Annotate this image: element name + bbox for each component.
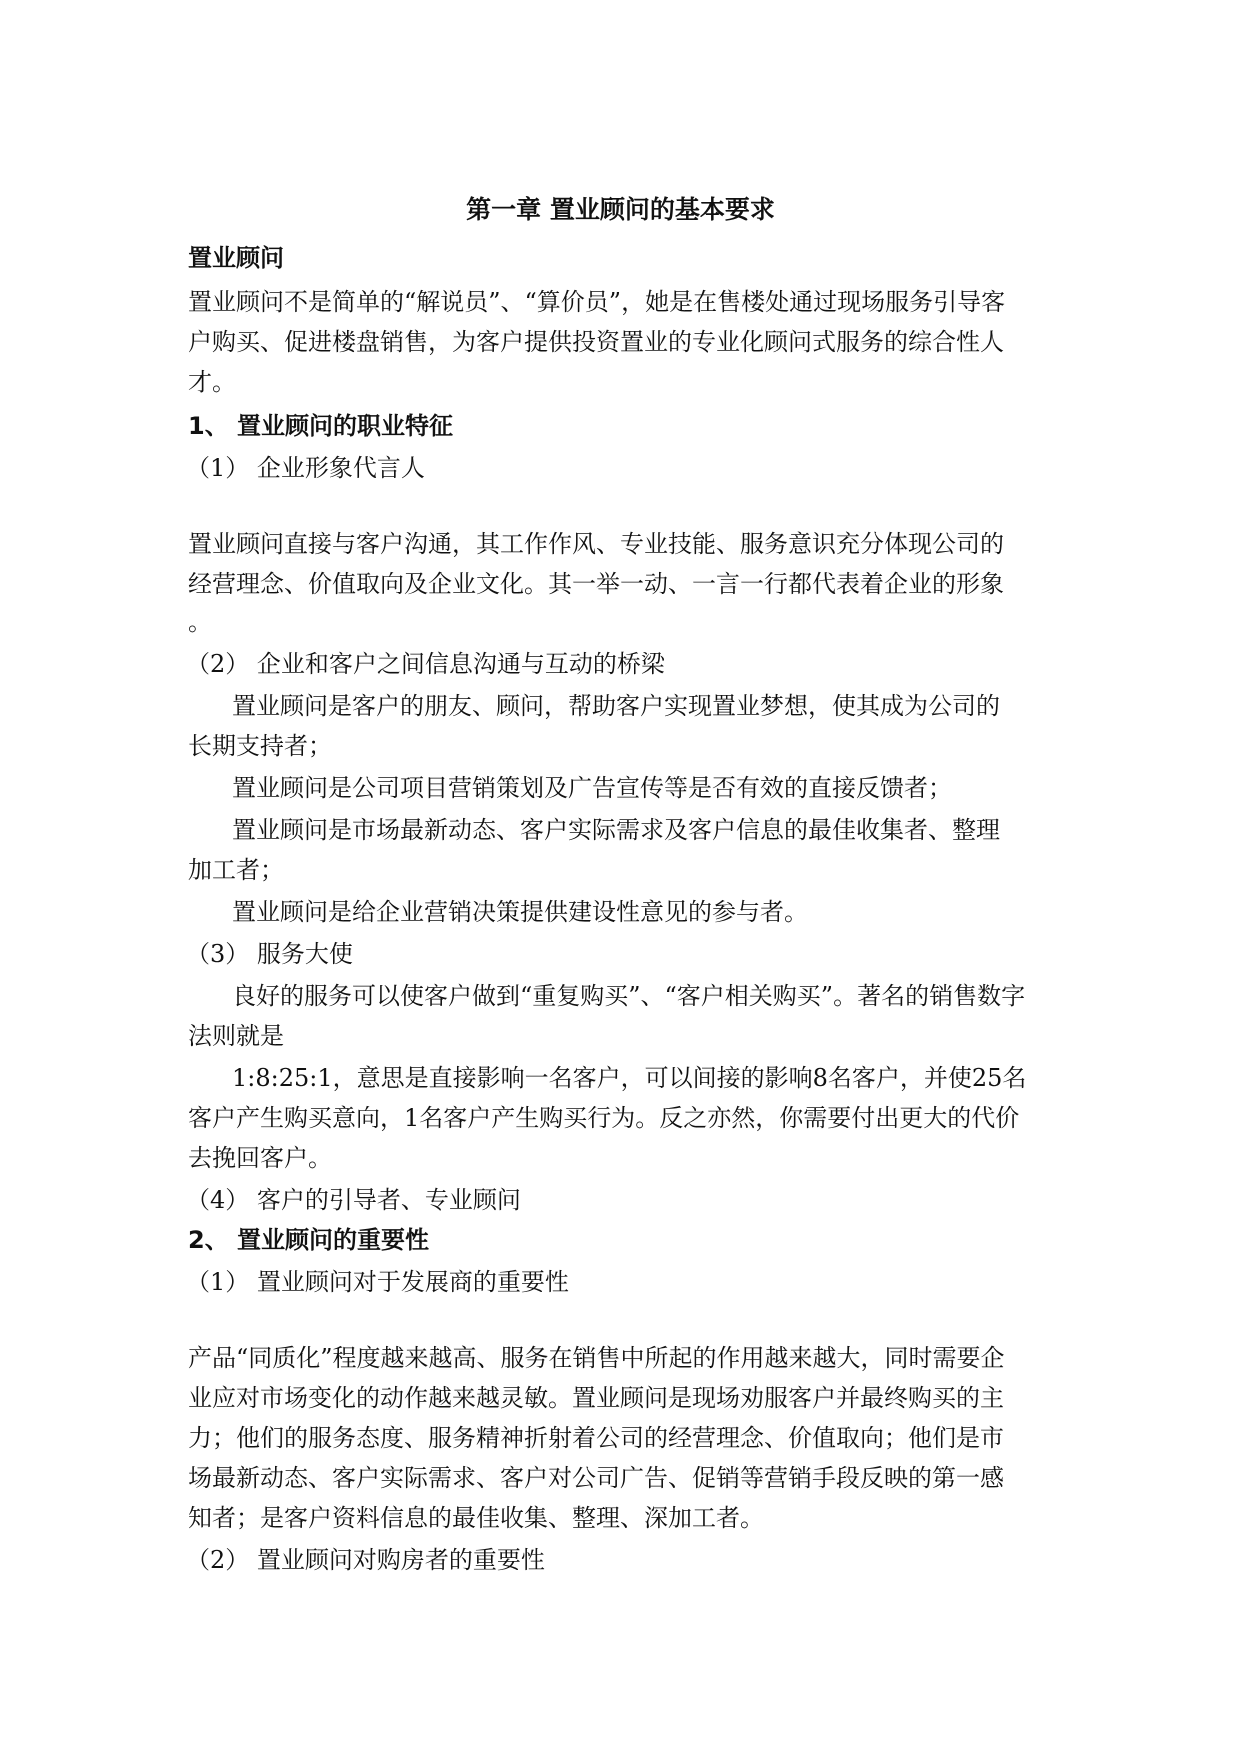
paragraph-line: 。	[188, 608, 212, 636]
section-heading: 置业顾问	[188, 244, 284, 272]
subsection-heading: （1） 置业顾问对于发展商的重要性	[186, 1268, 569, 1296]
paragraph-line: 场最新动态、客户实际需求、客户对公司广告、促销等营销手段反映的第一感	[188, 1464, 1004, 1492]
paragraph-line: 置业顾问是公司项目营销策划及广告宣传等是否有效的直接反馈者；	[232, 774, 952, 802]
subsection-heading: （2） 企业和客户之间信息沟通与互动的桥梁	[186, 650, 665, 678]
paragraph-line: 置业顾问直接与客户沟通，其工作作风、专业技能、服务意识充分体现公司的	[188, 530, 1004, 558]
subsection-heading: （4） 客户的引导者、专业顾问	[186, 1186, 521, 1214]
subsection-heading: （1） 企业形象代言人	[186, 454, 425, 482]
paragraph-line: 置业顾问是给企业营销决策提供建设性意见的参与者。	[232, 898, 808, 926]
paragraph-line: 加工者；	[188, 856, 284, 884]
paragraph-line: 法则就是	[188, 1022, 284, 1050]
paragraph-line: 力；他们的服务态度、服务精神折射着公司的经营理念、价值取向；他们是市	[188, 1424, 1004, 1452]
paragraph-line: 去挽回客户。	[188, 1144, 332, 1172]
paragraph-line: 1:8:25:1，意思是直接影响一名客户，可以间接的影响8名客户，并使25名	[232, 1064, 1027, 1092]
paragraph-line: 知者；是客户资料信息的最佳收集、整理、深加工者。	[188, 1504, 764, 1532]
section-heading: 1、 置业顾问的职业特征	[188, 412, 454, 440]
paragraph-line: 置业顾问是市场最新动态、客户实际需求及客户信息的最佳收集者、整理	[232, 816, 1000, 844]
paragraph-line: 置业顾问是客户的朋友、顾问，帮助客户实现置业梦想，使其成为公司的	[232, 692, 1000, 720]
section-heading: 2、 置业顾问的重要性	[188, 1226, 430, 1254]
paragraph-line: 置业顾问不是简单的“解说员”、“算价员”，她是在售楼处通过现场服务引导客	[188, 288, 1006, 316]
subsection-heading: （2） 置业顾问对购房者的重要性	[186, 1546, 545, 1574]
paragraph-line: 经营理念、价值取向及企业文化。其一举一动、一言一行都代表着企业的形象	[188, 570, 1004, 598]
paragraph-line: 长期支持者；	[188, 732, 332, 760]
paragraph-line: 户购买、促进楼盘销售，为客户提供投资置业的专业化顾问式服务的综合性人	[188, 328, 1004, 356]
paragraph-line: 产品“同质化”程度越来越高、服务在销售中所起的作用越来越大，同时需要企	[188, 1344, 1005, 1372]
paragraph-line: 良好的服务可以使客户做到“重复购买”、“客户相关购买”。著名的销售数字	[232, 982, 1026, 1010]
chapter-title: 第一章 置业顾问的基本要求	[466, 195, 775, 224]
paragraph-line: 才。	[188, 368, 236, 396]
paragraph-line: 客户产生购买意向，1名客户产生购买行为。反之亦然，你需要付出更大的代价	[188, 1104, 1020, 1132]
subsection-heading: （3） 服务大使	[186, 940, 353, 968]
paragraph-line: 业应对市场变化的动作越来越灵敏。置业顾问是现场劝服客户并最终购买的主	[188, 1384, 1004, 1412]
